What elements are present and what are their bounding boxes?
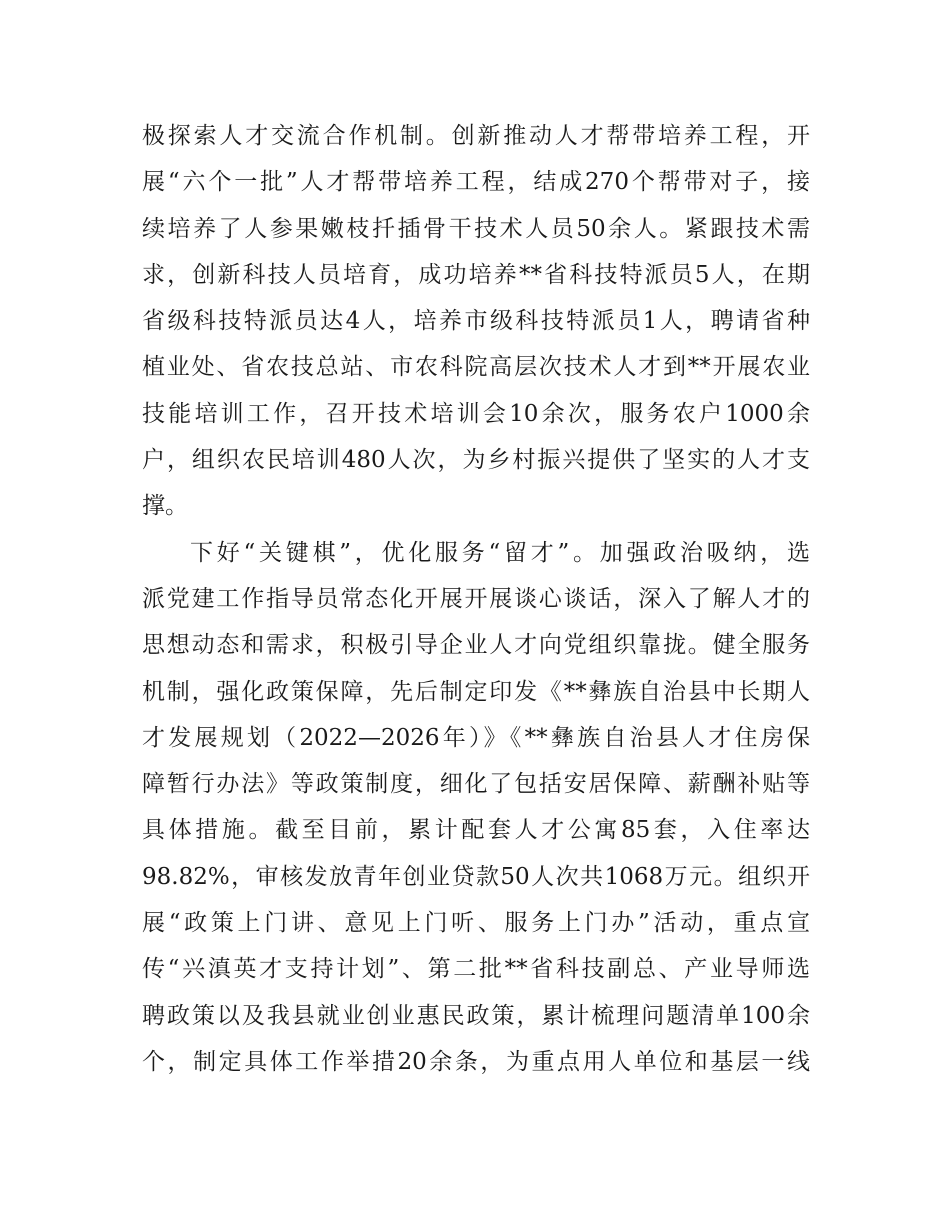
- text-line: 极探索人才交流合作机制。创新推动人才帮带培养工程，开: [142, 123, 810, 149]
- text-line: 展“政策上门讲、意见上门听、服务上门办”活动，重点宣: [142, 910, 810, 937]
- text-line: 户，组织农民培训480人次，为乡村振兴提供了坚实的人才支: [142, 447, 810, 474]
- paragraph-2: [142, 530, 810, 1086]
- text-line: 植业处、省农技总站、市农科院高层次技术人才到**开展农业: [142, 354, 810, 381]
- text-line: 聘政策以及我县就业创业惠民政策，累计梳理问题清单100余: [142, 1002, 810, 1029]
- text-line: 求，创新科技人员培育，成功培养**省科技特派员5人，在期: [142, 261, 810, 288]
- text-line: 撑。: [142, 493, 188, 520]
- text-line: 展“六个一批”人才帮带培养工程，结成270个帮带对子，接: [142, 169, 810, 196]
- paragraph-1: [142, 113, 810, 530]
- text-line: 续培养了人参果嫩枝扦插骨干技术人员50余人。紧跟技术需: [142, 215, 810, 242]
- text-line: 传“兴滇英才支持计划”、第二批**省科技副总、产业导师选: [142, 956, 810, 983]
- text-line: 下好“关键棋”，优化服务“留才”。加强政治吸纳，选: [190, 539, 810, 566]
- document-body: [142, 113, 810, 1085]
- text-line: 98.82%，审核发放青年创业贷款50人次共1068万元。组织开: [142, 863, 810, 890]
- text-line: 具体措施。截至目前，累计配套人才公寓85套，入住率达: [142, 817, 810, 844]
- text-line: 个，制定具体工作举措20余条，为重点用人单位和基层一线: [142, 1048, 810, 1075]
- text-line: 派党建工作指导员常态化开展开展谈心谈话，深入了解人才的: [142, 585, 810, 612]
- text-line: 才发展规划（2022—2026年）》《**彝族自治县人才住房保: [142, 724, 810, 751]
- text-line: 省级科技特派员达4人，培养市级科技特派员1人，聘请省种: [142, 308, 810, 335]
- text-line: 思想动态和需求，积极引导企业人才向党组织靠拢。健全服务: [142, 632, 810, 659]
- text-line: 障暂行办法》等政策制度，细化了包括安居保障、薪酬补贴等: [142, 771, 810, 798]
- text-line: 技能培训工作，召开技术培训会10余次，服务农户1000余: [142, 400, 810, 427]
- text-line: 机制，强化政策保障，先后制定印发《**彝族自治县中长期人: [142, 678, 810, 705]
